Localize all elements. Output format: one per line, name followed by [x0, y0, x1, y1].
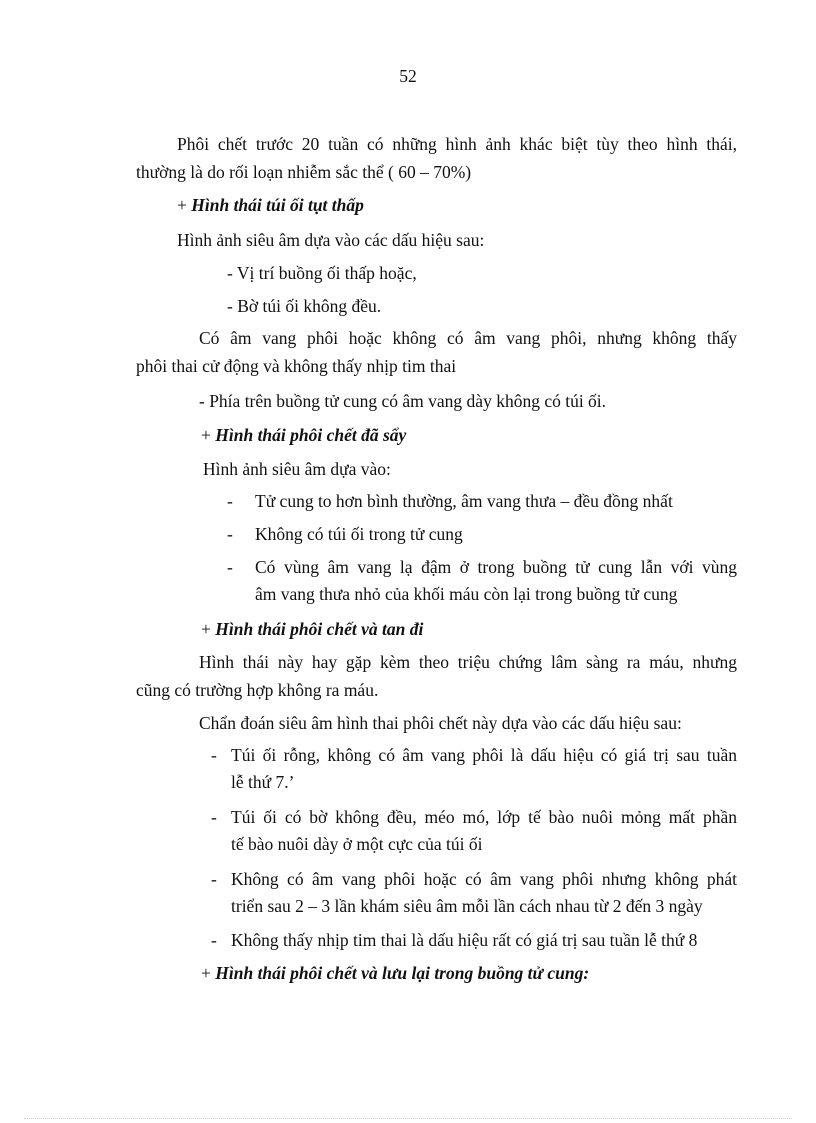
list-item: Không có âm vang phôi hoặc có âm vang phôi nhưng không phát: [231, 869, 737, 889]
list-dash: -: [211, 807, 217, 827]
list-dash: -: [211, 869, 217, 889]
list-item: Có vùng âm vang lạ đậm ở trong buồng tử cung lẫn với vùng: [255, 557, 737, 577]
section-heading: [201, 618, 423, 640]
paragraph-line: phôi thai cử động và không thấy nhịp tim thai: [136, 356, 457, 376]
heading-plus: +: [201, 963, 211, 983]
list-item: Túi ối có bờ không đều, méo mó, lớp tế bào nuôi mỏng mất phần: [231, 807, 737, 827]
paragraph-line: Hình thái này hay gặp kèm theo triệu chứng lâm sàng ra máu, nhưng: [199, 652, 737, 672]
section-heading: [201, 962, 589, 984]
heading-plus: +: [177, 195, 187, 215]
paragraph-line: Hình ảnh siêu âm dựa vào:: [203, 459, 391, 479]
list-item: - Bờ túi ối không đều.: [227, 296, 382, 316]
heading-title: Hình thái phôi chết đã sẩy: [215, 425, 407, 445]
paragraph-line: - Phía trên buồng tử cung có âm vang dày không có túi ối.: [199, 391, 607, 411]
section-heading: [201, 424, 406, 446]
list-item: Túi ối rỗng, không có âm vang phôi là dấu hiệu có giá trị sau tuần: [231, 745, 737, 765]
heading-title: Hình thái túi ối tụt thấp: [191, 195, 364, 215]
heading-plus: +: [201, 425, 211, 445]
list-item-continuation: lễ thứ 7.’: [231, 772, 295, 792]
list-item-continuation: tế bào nuôi dày ở một cực của túi ối: [231, 834, 483, 854]
paragraph-line: Phôi chết trước 20 tuần có những hình ảnh khác biệt tùy theo hình thái,: [177, 134, 737, 154]
section-heading: [177, 194, 364, 216]
list-dash: -: [211, 930, 217, 950]
list-item: Không thấy nhịp tim thai là dấu hiệu rất có giá trị sau tuần lễ thứ 8: [231, 930, 698, 950]
list-item-continuation: triển sau 2 – 3 lần khám siêu âm mỗi lần cách nhau từ 2 đến 3 ngày: [231, 896, 703, 916]
paragraph-line: cũng có trường hợp không ra máu.: [136, 680, 379, 700]
heading-title: Hình thái phôi chết và tan đi: [215, 619, 424, 639]
list-item: Không có túi ối trong tử cung: [255, 524, 463, 544]
heading-title: Hình thái phôi chết và lưu lại trong buồng tử cung:: [215, 963, 590, 983]
heading-plus: +: [201, 619, 211, 639]
paragraph-line: Chẩn đoán siêu âm hình thai phôi chết này dựa vào các dấu hiệu sau:: [199, 713, 682, 733]
list-item-continuation: âm vang thưa nhỏ của khối máu còn lại trong buồng tử cung: [255, 584, 678, 604]
list-dash: -: [211, 745, 217, 765]
paragraph-line: Có âm vang phôi hoặc không có âm vang phôi, nhưng không thấy: [199, 328, 737, 348]
page-number: 52: [399, 66, 417, 86]
list-item: Tử cung to hơn bình thường, âm vang thưa – đều đồng nhất: [255, 491, 673, 511]
list-dash: -: [227, 524, 233, 544]
paragraph-line: thường là do rối loạn nhiễm sắc thể ( 60 – 70%): [136, 162, 472, 182]
list-dash: -: [227, 491, 233, 511]
page-bottom-rule: [24, 1118, 792, 1119]
paragraph-line: Hình ảnh siêu âm dựa vào các dấu hiệu sau:: [177, 230, 485, 250]
list-item: - Vị trí buồng ối thấp hoặc,: [227, 263, 417, 283]
list-dash: -: [227, 557, 233, 577]
